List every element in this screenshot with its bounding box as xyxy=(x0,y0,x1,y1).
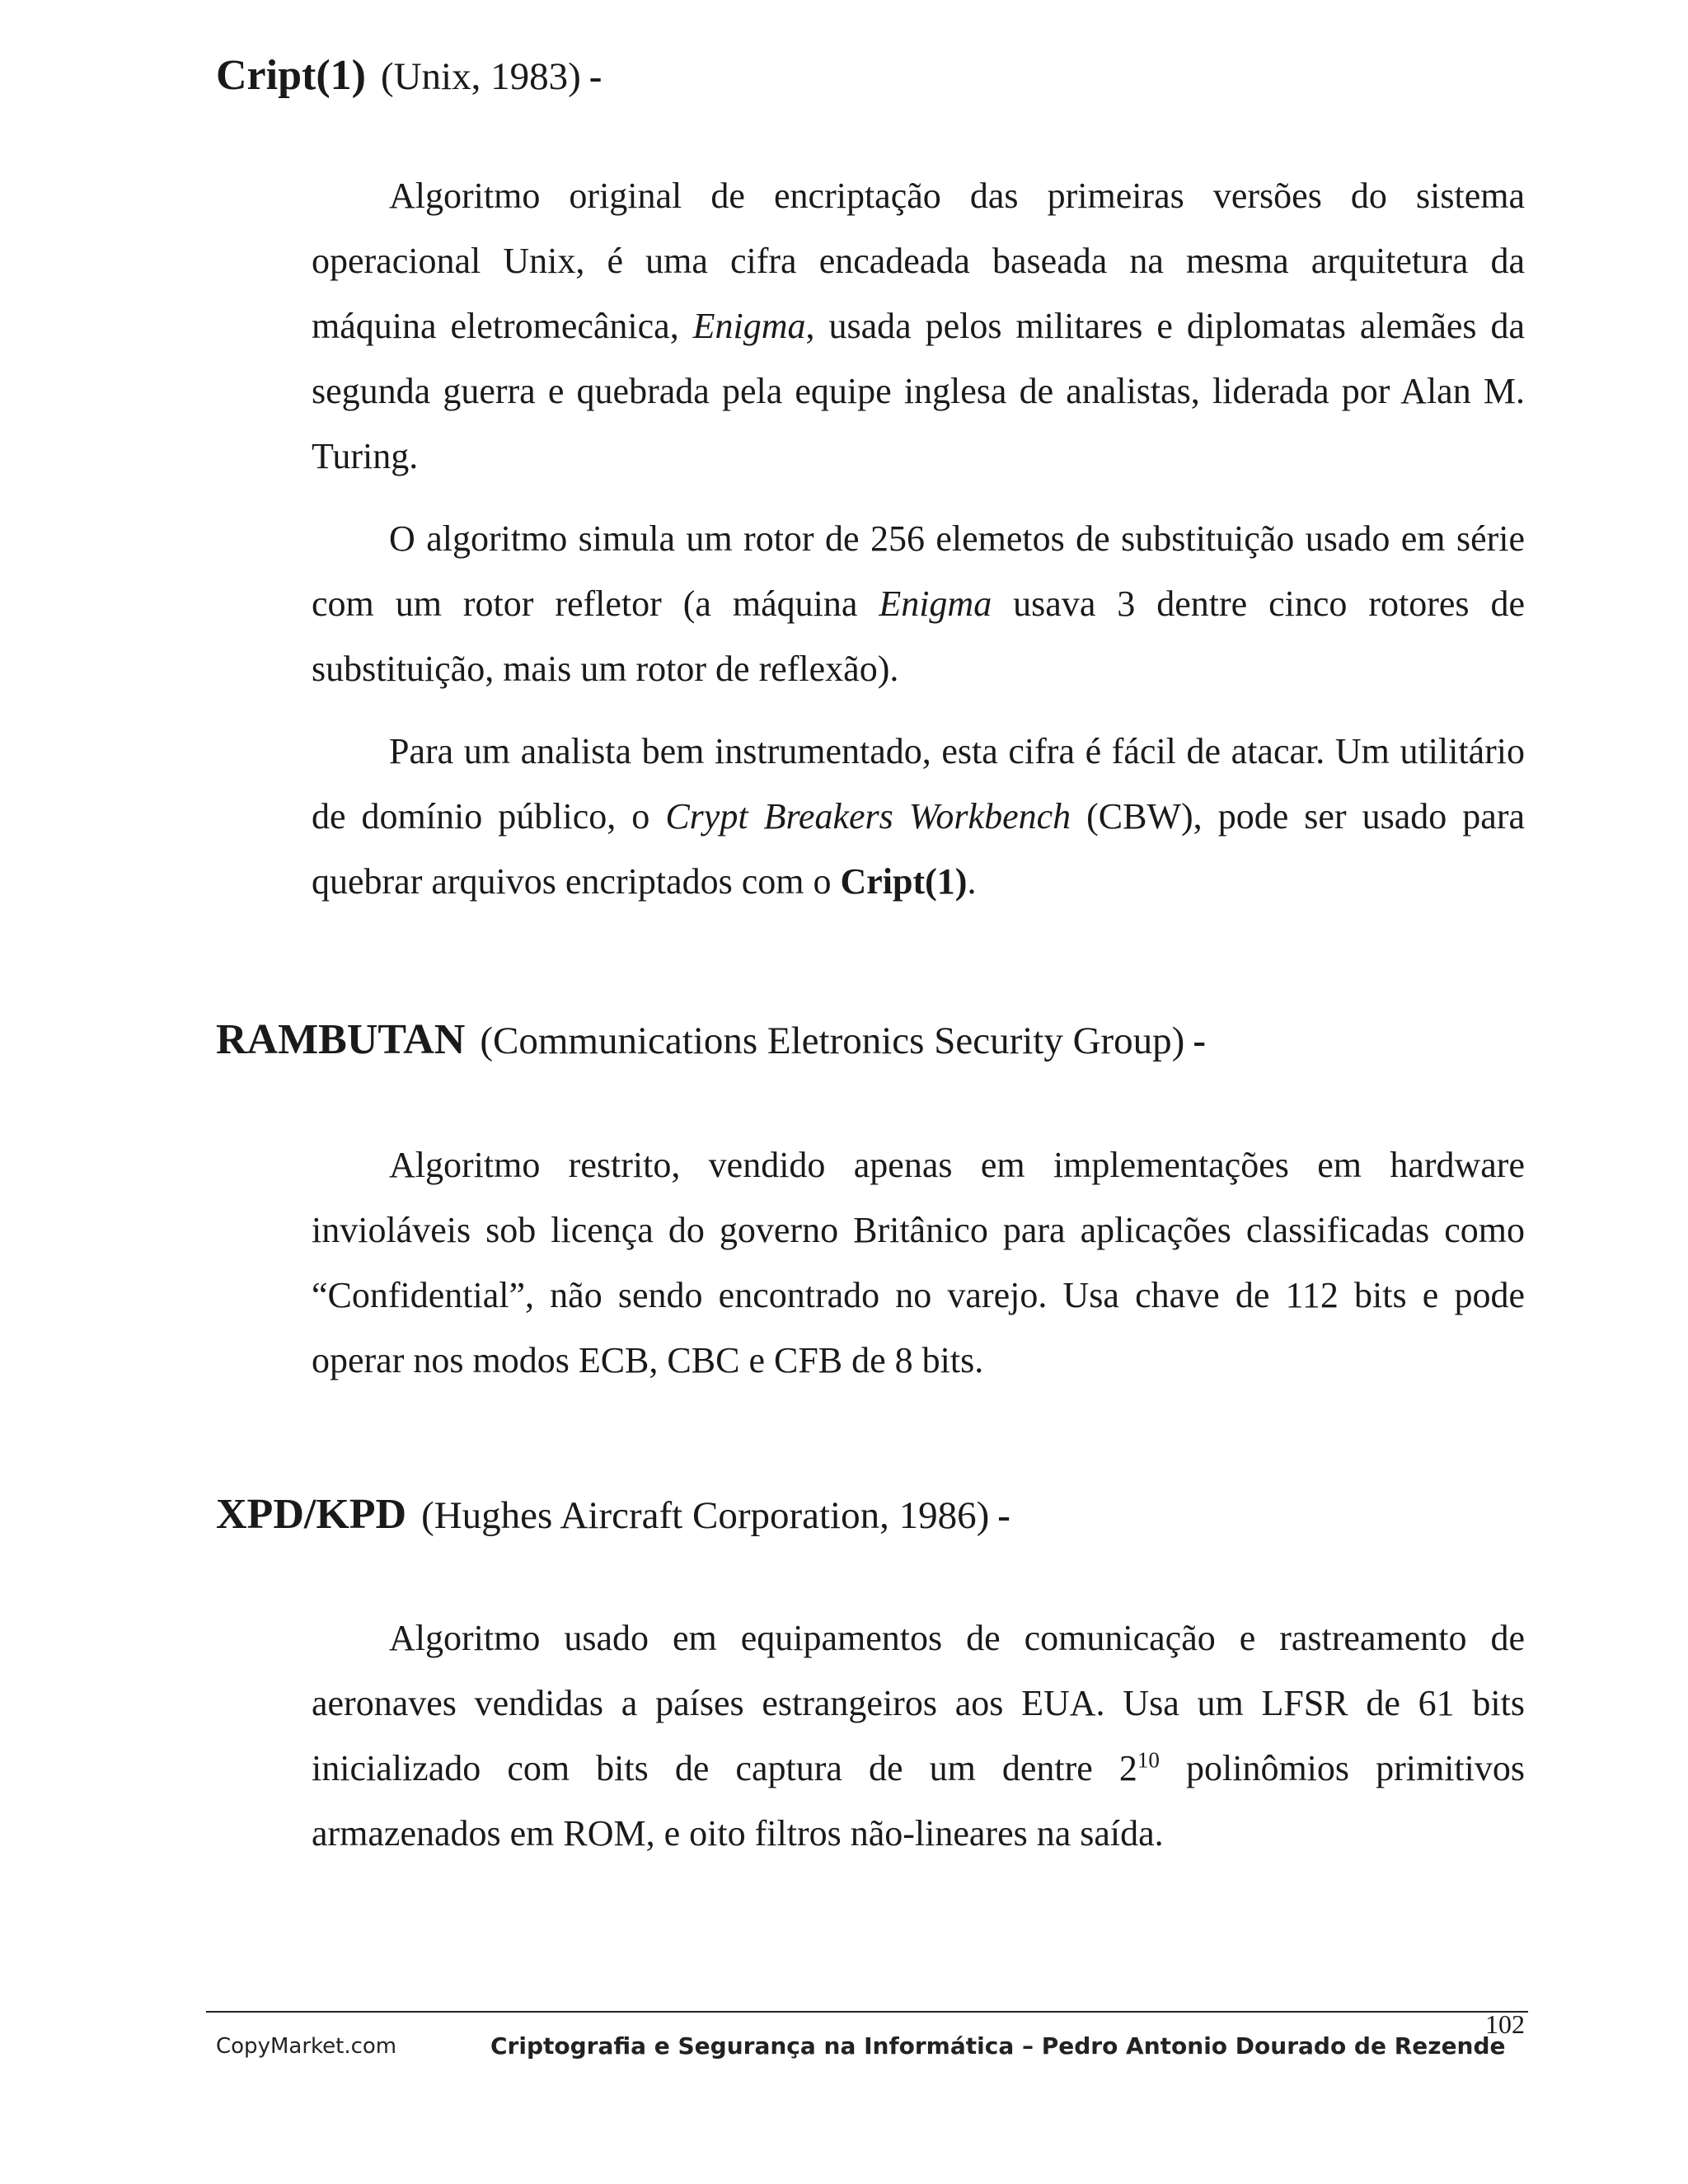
page-number: 102 xyxy=(1485,2009,1525,2039)
bold-term: Cript(1) xyxy=(840,861,968,902)
entry-origin: (Unix, 1983) xyxy=(380,55,581,98)
entry-dash: - xyxy=(588,55,603,98)
footer-publisher: CopyMarket.com xyxy=(216,2034,397,2059)
entry-name: XPD/KPD xyxy=(216,1491,407,1538)
italic-term: Enigma xyxy=(879,583,992,624)
superscript: 10 xyxy=(1137,1747,1160,1773)
entry-origin: (Communications Eletronics Security Group) xyxy=(480,1019,1185,1062)
entry-body-cript1 xyxy=(312,163,1525,931)
entry-dash: - xyxy=(1193,1019,1206,1062)
footer-divider xyxy=(206,2011,1528,2013)
entry-heading-cript1 xyxy=(216,51,602,100)
entry-body-xpd-kpd xyxy=(312,1605,1525,1883)
entry-name: Cript(1) xyxy=(216,52,366,99)
entry-body-rambutan xyxy=(312,1132,1525,1410)
paragraph: Algoritmo restrito, vendido apenas em implementações em hardware invioláveis sob licença do governo Britânico para aplicações classificadas como “Confidential”, não sendo encontrado no varejo. Usa chave de 112 bits e pode operar nos modos ECB, CBC e CFB de 8 bits. xyxy=(312,1145,1525,1380)
footer-book-title: Criptografia e Segurança na Informática – Pedro Antonio Dourado de Rezende xyxy=(490,2032,1506,2060)
paragraph: Algoritmo usado em equipamentos de comunicação e rastreamento de aeronaves vendidas a países estrangeiros aos EUA. Usa um LFSR de 61 bits inicializado com bits de captura de um dentre $2^{10}$ polinômios primitivos armazenados em ROM, e oito filtros não-lineares na saída. xyxy=(312,1618,1526,1854)
entry-heading-xpd-kpd xyxy=(216,1490,1010,1539)
entry-heading-rambutan xyxy=(216,1015,1206,1064)
entry-origin: (Hughes Aircraft Corporation, 1986) xyxy=(421,1494,990,1537)
entry-dash: - xyxy=(997,1494,1010,1537)
entry-name: RAMBUTAN xyxy=(216,1016,466,1063)
italic-term: Enigma xyxy=(692,306,806,346)
paragraph: O algoritmo simula um rotor de 256 elemetos de substituição usado em série com um rotor refletor (a máquina Enigma usava 3 dentre cinco rotores de substituição, mais um rotor de reflexão). xyxy=(312,518,1525,689)
paragraph: Para um analista bem instrumentado, esta cifra é fácil de atacar. Um utilitário de domínio público, o Crypt Breakers Workbench (CBW), pode ser usado para quebrar arquivos encriptados com o Cript(1). xyxy=(312,731,1526,902)
paragraph: Algoritmo original de encriptação das primeiras versões do sistema operacional Unix, é uma cifra encadeada baseada na mesma arquitetura da máquina eletromecânica, Enigma, usada pelos militares e diplomatas alemães da segunda guerra e quebrada pela equipe inglesa de analistas, liderada por Alan M. Turing. xyxy=(312,176,1526,476)
italic-term: Crypt Breakers Workbench xyxy=(665,796,1071,837)
